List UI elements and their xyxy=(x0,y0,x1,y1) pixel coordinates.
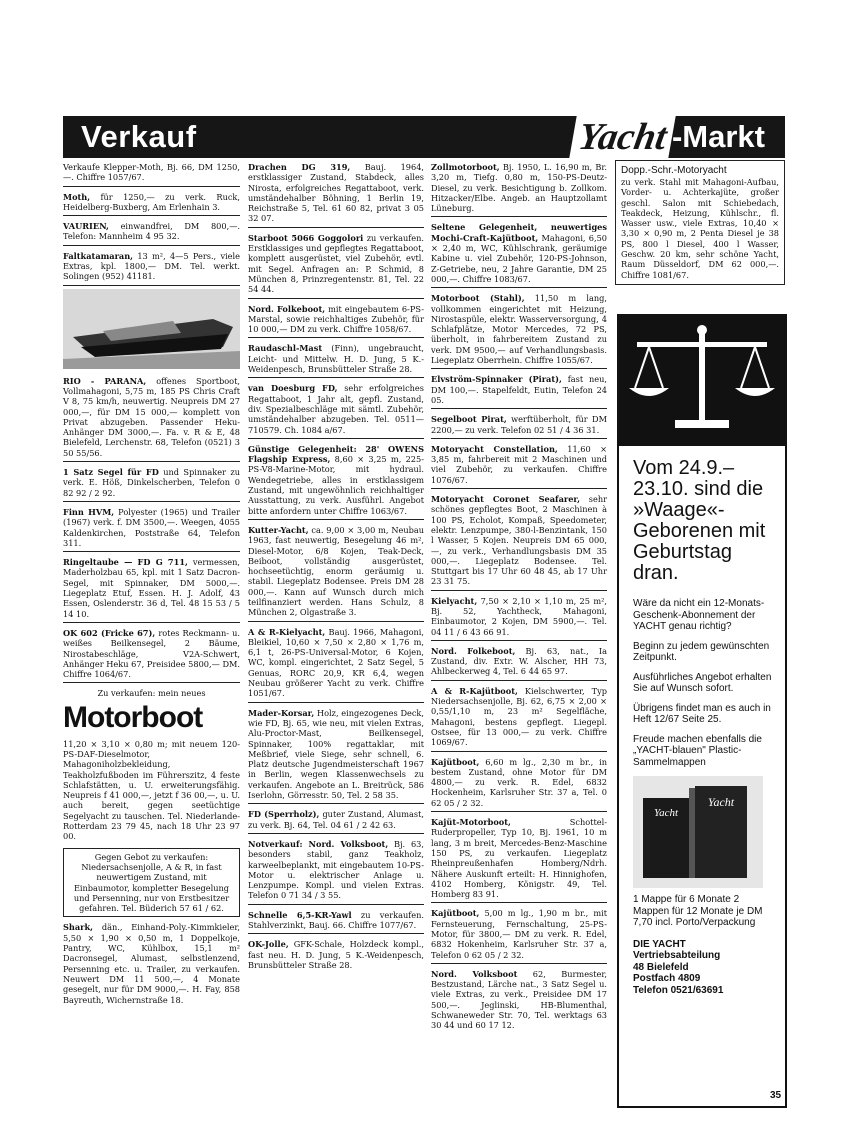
page-number: 35 xyxy=(770,1090,782,1101)
classified-ad: Motorboot (Stahl), 11,50 m lang, vollkommen eingerichtet mit Heizung, Nirostaspüle, elektr. Wasserversorgung, 4 Schlafplätze, Motor Mercedes, 72 PS, überholt, in fahrbereitem Zustand zu verk. DM 9500,— auf Verhandlungsbasis. Liegeplatz Oberrhein. Chiffre 1055/67. xyxy=(431,291,607,369)
motoryacht-ad-text: zu verk. Stahl mit Mahagoni-Aufbau, Vorder- u. Achterkajüte, großer geschl. Salon mit Schiebedach, Teakdeck, Heizung, Kühlschr., fl. Wasser usw., viele Extras, 10,40 × 3,30 × 0,90 m, 2 Penta Diesel je 38 PS, 800 l Diesel, 400 l Wasser, Geschw. 20 km, sehr schöne Yacht, Raum Düsseldorf, DM 62 000,—. Chiffre 1081/67. xyxy=(621,177,779,280)
binder-photo xyxy=(633,776,763,888)
motorboot-intro: Zu verkaufen: mein neues xyxy=(97,688,206,699)
classified-ad: Faltkatamaran, 13 m², 4—5 Pers., viele Extras, kpl. 1800,— DM. Tel. werkt. Solingen (952) 41181. xyxy=(63,249,240,286)
motorboat-photo xyxy=(63,289,240,369)
classified-ad: Moth, für 1250,— zu verk. Ruck, Heidelberg-Buxberg, Am Erlenhain 3. xyxy=(63,190,240,217)
classified-ad: Starboot 5066 Goggolori zu verkaufen. Erstklassiges und gepflegtes Regattaboot, komplett ausgerüstet, viel Zubehör, evtl. mit Segel. Anfragen an: P. Schmid, 8 München 8, Prinzregentenstr. 81, Tel. 22 54 44. xyxy=(248,231,424,299)
promo-text: Wäre da nicht ein 12-Monats-Geschenk-Abonnement der YACHT genau richtig? xyxy=(633,598,765,632)
classified-ad: Shark, dän., Einhand-Poly.-Kimmkieler, 5,50 × 1,90 × 0,50 m, 1 Doppelkoje, Pantry, WC, Kühlbox, 15,1 m² Dacronsegel, Alumast, selbstlenzend, Persenning etc. u. Trailer, zu verkaufen. Neuwert DM 11 500,—, 4 Monate gesegelt, nur für DM 9000,—. H. Fay, 858 Bayreuth, Wichernstraße 18. xyxy=(63,922,240,1005)
classified-ad: VAURIEN, einwandfrei, DM 800,—. Telefon: Mannheim 4 95 32. xyxy=(63,219,240,246)
column-1 xyxy=(63,160,240,1011)
classified-ad: 1 Satz Segel für FD und Spinnaker zu verk. E. Höß, Dinkelscherben, Telefon 0 82 92 / 2 92. xyxy=(63,465,240,502)
classified-ad: A & R-Kajütboot, Kielschwerter, Typ Niedersachsenjolle, Bj. 62, 6,75 × 2,00 × 0,55/1,10 m, 23 m² Segelfläche, Mahagoni, bestens gepflegt. Liegepl. Ostsee, für 13 000,— zu verk. Chiffre 1069/67. xyxy=(431,684,607,752)
promo-text: Übrigens findet man es auch in Heft 12/67 Seite 25. xyxy=(633,702,771,725)
banner-yacht-logo: Yacht xyxy=(569,116,676,158)
motorboot-text: 11,20 × 3,10 × 0,80 m; mit neuem 120-PS-DAF-Dieselmotor, Mahagoniholzbekleidung, Teakholzfußboden im Führerszitz, 4 feste Schlafstätten, u. U. erweiterungsfähig. Neupreis f 41 000,—, jetzt f 36 00,—, u. U. auch bereit, gegen seetüchtige Segelyacht zu tauschen. Tel. Niederlande-Rotterdam 23 79 45, nach 18 Uhr 23 97 00. xyxy=(63,738,240,842)
motoryacht-ad xyxy=(615,160,785,285)
promo-address-line: DIE YACHT xyxy=(633,938,686,950)
classified-ad: Finn HVM, Polyester (1965) und Trailer (1967) verk. f. DM 3500,—. Weegen, 4055 Kaldenkirchen, Poststraße 64, Telefon 311. xyxy=(63,505,240,552)
classified-ad: Kutter-Yacht, ca. 9,00 × 3,00 m, Neubau 1963, fast neuwertig, Besegelung 46 m², Diesel-Motor, 6/8 Kojen, Teak-Deck, Beiboot, vollständig ausgerüstet, hochseetüchtig, enorm geräumig u. stabil. Liegeplatz Bodensee. Preis DM 28 000,—. Kann auf Wunsch durch mich teilfinanziert werden. Hans Schulz, 8 München 2, Olgastraße 3. xyxy=(248,523,424,622)
classified-ad: Kielyacht, 7,50 × 2,10 × 1,10 m, 25 m², Bj. 52, Yachtheck, Mahagoni, Einbaumotor, 2 Kojen, DM 5900,—. Tel. 04 11 / 6 43 66 91. xyxy=(431,594,607,641)
classified-ad: Raudaschl-Mast (Finn), ungebraucht, Leicht- und Mittelw. H. D. Jung, 5 K.-Weidenpesch, Brunsbütteler Straße 28. xyxy=(248,341,424,378)
banner-markt: -Markt xyxy=(671,119,765,154)
page-banner xyxy=(63,116,785,158)
classified-ad: Schnelle 6,5-KR-Yawl zu verkaufen. Stahlverzinkt, Bauj. 66. Chiffre 1077/67. xyxy=(248,908,424,935)
classified-ad: OK 602 (Fricke 67), rotes Reckmann- u. weißes Beilkensegel, 2 Bäume, Nirostabeschläge, V2A-Schwert, Anhänger Heku 67, Preisidee 5800,— DM. Chiffre 1064/67. xyxy=(63,626,240,683)
classified-ad: Nord. Folkeboot, mit eingebautem 6-PS-Marstal, sowie reichhaltiges Zubehör, für 10 000,— DM zu verk. Chiffre 1058/67. xyxy=(248,302,424,339)
banner-verkauf: Verkauf xyxy=(81,119,197,154)
classified-ad: Kajüt-Motorboot, Schottel-Ruderpropeller, Typ 10, Bj. 1961, 10 m lang, 3 m breit, Mercedes-Benz-Maschine 150 PS, zu verkaufen. Liegeplatz Rheinpreußenhafen Homberg/Ndrh. Nähere Auskunft erteilt: H. Hinnighofen, 4102 Homberg, Königstr. 49, Tel. Homberg 83 91. xyxy=(431,815,607,903)
classified-ad: Elvström-Spinnaker (Pirat), fast neu, DM 100,—. Stapelfeldt, Eutin, Telefon 24 05. xyxy=(431,372,607,409)
yacht-subscription-promo xyxy=(617,314,787,1108)
promo-offer: 1 Mappe für 6 Monate 2 Mappen für 12 Monate je DM 7,70 incl. Porto/Verpackung xyxy=(633,894,763,928)
promo-headline: Vom 24.9.–23.10. sind die »Waage«-Geborenen mit Geburtstag dran. xyxy=(633,457,766,584)
classified-ad: Motoryacht Coronet Seafarer, sehr schönes gepflegtes Boot, 2 Maschinen à 100 PS, Echolot, Kompaß, Speedometer, elektr. Lenzpumpe, 380-l-Benzintank, 150 l Wasser, 5 Kojen. Neupreis DM 65 000,—, zu verk., Verhandlungsbasis DM 35 000,—. Liegeplatz Bodensee. Tel. Stuttgart bis 17 Uhr 60 48 45, ab 17 Uhr 23 31 75. xyxy=(431,492,607,591)
binder-label: Yacht xyxy=(653,807,679,819)
classified-ad: Nord. Folkeboot, Bj. 63, nat., Ia Zustand, div. Extr. W. Alscher, HH 73, Ahlbeckerweg 4, Tel. 6 44 65 97. xyxy=(431,644,607,681)
classified-ad: Mader-Korsar, Holz, eingezogenes Deck, wie FD, Bj. 65, wie neu, mit vielen Extras, Alu-Proctor-Mast, Beilkensegel, Spinnaker, 100% regattaklar, mit Meßbrief, viele Siege, sehr schnell, 6. Platz deutsche Jugendmeisterschaft 1967 in Berlin, wegen Klassenwechsels zu verkaufen. Angebote an L. Breitrück, 586 Iserlohn, Görresstr. 50, Tel. 2 58 35. xyxy=(248,706,424,805)
classified-ad: Günstige Gelegenheit: 28' OWENS Flagship Express, 8,60 × 3,25 m, 225-PS-V8-Marine-Motor, mit hydraul. Wendegetriebe, alles in erstklassigem Zustand, mit ungewöhnlich reichhaltiger Ausstattung, zu verk. Ausführl. Angebot bitte anfordern unter Chiffre 1063/67. xyxy=(248,442,424,520)
motoryacht-ad-heading: Dopp.-Schr.-Motoryacht xyxy=(621,165,727,176)
motorboot-title: Motorboot xyxy=(63,700,203,734)
classified-ad: Nord. Volksboot 62, Burmester, Bestzustand, Lärche nat., 3 Satz Segel u. viele Extras, zu verk., Preisidee DM 17 500,—. Jeglinski, HB-Blumenthal, Schwaneweder Str. 70, Tel. werktags 63 30 44 und 60 17 12. xyxy=(431,968,607,1031)
promo-address-line: Vertriebsabteilung xyxy=(633,950,721,961)
libra-scales-icon xyxy=(619,316,785,446)
column-4 xyxy=(615,160,785,289)
promo-text: Freude machen ebenfalls die „YACHT-blauen" Plastic-Sammelmappen xyxy=(633,733,762,768)
classified-ad: OK-Jolle, GFK-Schale, Holzdeck kompl., fast neu. H. D. Jung, 5 K.-Weidenpesch, Brunsbütteler Straße 28. xyxy=(248,939,424,970)
classified-ad: Verkaufe Klepper-Moth, Bj. 66, DM 1250,—. Chiffre 1057/67. xyxy=(63,160,240,187)
promo-address-line: Telefon 0521/63691 xyxy=(633,984,724,996)
motorboot-ad xyxy=(63,686,240,844)
classified-ad: Motoryacht Constellation, 11,60 × 3,85 m, fahrbereit mit 2 Maschinen und viel Zubehör, zu verkaufen. Chiffre 1076/67. xyxy=(431,442,607,489)
classified-ad: Drachen DG 319, Bauj. 1964, erstklassiger Zustand, Stabdeck, alles Nirosta, erfolgreiches Regattaboot, verk. umständehalber Böhning, 1 Berlin 19, Reichstraße 5, Tel. 61 60 82, privat 3 05 32 07. xyxy=(248,160,424,228)
gegen-gebot-ad: Gegen Gebot zu verkaufen: Niedersachsenjolle, A & R, in fast neuwertigem Zustand, mit Einbaumotor, kompletter Besegelung und Persenning, nur von Erstbesitzer gefahren. Tel. Büderich 57 61 / 62. xyxy=(63,848,240,918)
classified-ad: Kajütboot, 6,60 m lg., 2,30 m br., in bestem Zustand, ohne Motor für DM 4800,— zu verk. R. Edel, 6832 Hockenheim, Karlsruher Str. 37 a, Tel. 0 62 05 / 2 32. xyxy=(431,755,607,812)
classified-ad: Zollmotorboot, Bj. 1950, L. 16,90 m, Br. 3,20 m, Tiefg. 0,80 m, 150-PS-Deutz-Diesel, zu verk. Besichtigung b. Zollkom. Hitzacker/Elbe. Angeb. an Hauptzollamt Lüneburg. xyxy=(431,160,607,217)
classified-ad: Notverkauf: Nord. Volksboot, Bj. 63, besonders stabil, ganz Teakholz, karweelbeplankt, mit eingebautem 10-PS-Motor u. elektrischer Anlage u. Lenzpumpe. Kompl. und vielen Extras. Telefon 0 71 34 / 3 55. xyxy=(248,837,424,905)
classified-ad: Ringeltaube — FD G 711, vermessen, Maderholzbau 65, kpl. mit 1 Satz Dacron-Segel, mit Spinnaker, DM 5000,—. Liegeplatz Etuf, Essen. H. J. Adolf, 43 Essen, Oslenderstr. 36 d, Tel. 48 15 53 / 5 14 10. xyxy=(63,555,240,623)
column-2 xyxy=(248,160,424,976)
promo-text: Ausführliches Angebot erhalten Sie auf Wunsch sofort. xyxy=(633,671,772,694)
binder-label: Yacht xyxy=(707,795,735,809)
classified-ad: Kajütboot, 5,00 m lg., 1,90 m br., mit Fernsteuerung, Fernschaltung, 25-PS-Motor, für 3800,— DM zu verk. R. Edel, 6832 Hokenheim, Karlsruher Str. 37 a, Telefon 0 62 05 / 2 32. xyxy=(431,906,607,963)
promo-address-line: 48 Bielefeld xyxy=(633,961,689,973)
classified-ad: van Doesburg FD, sehr erfolgreiches Regattaboot, 1 Jahr alt, gepfl. Zustand, div. Spezialbeschläge mit sämtl. Zubehör, umständehalber abzugeben. Tel. 0511—710579. Ch. 1084 a/67. xyxy=(248,381,424,438)
promo-address-line: Postfach 4809 xyxy=(633,973,701,984)
classified-ad: A & R-Kielyacht, Bauj. 1966, Mahagoni, Bleikiel, 10,60 × 7,50 × 2,80 × 1,76 m, 6,1 t, 26-PS-Universal-Motor, 6 Kojen, WC, kompl. eingerichtet, 2 Satz Segel, 5 Genuas, RORC 20,9, KR 6,4, wegen Neubau größerer Yacht zu verk. Chiffre 1051/67. xyxy=(248,625,424,703)
column-3 xyxy=(431,160,607,1037)
classified-ad: RIO - PARANA, offenes Sportboot, Vollmahagoni, 5,75 m, 185 PS Chris Craft V 8, 75 km/h, neuwertig. Neupreis DM 27 000,—, für DM 15 000,— komplett von Privat abzugeben. Passender Heku-Anhänger DM 3000,—. Fa. v. R & E, 48 Bielefeld, Lerchenstr. 68, Telefon (0521) 3 50 55/56. xyxy=(63,374,240,462)
classified-ad: Seltene Gelegenheit, neuwertiges Mochi-Craft-Kajütboot, Mahagoni, 6,50 × 2,40 m, WC, Kühlschrank, geräumige Kabine u. viel Zubehör, 120-PS-Johnson, Z-Getriebe, neu, 2 Jahre Garantie, DM 25 000,—. Chiffre 1083/67. xyxy=(431,220,607,288)
promo-text: Beginn zu jedem gewünschten Zeitpunkt. xyxy=(633,640,770,663)
classified-ad: FD (Sperrholz), guter Zustand, Alumast, zu verk. Bj. 64, Tel. 04 61 / 2 42 63. xyxy=(248,807,424,834)
classified-ad: Segelboot Pirat, werftüberholt, für DM 2200,— zu verk. Telefon 02 51 / 4 36 31. xyxy=(431,412,607,439)
